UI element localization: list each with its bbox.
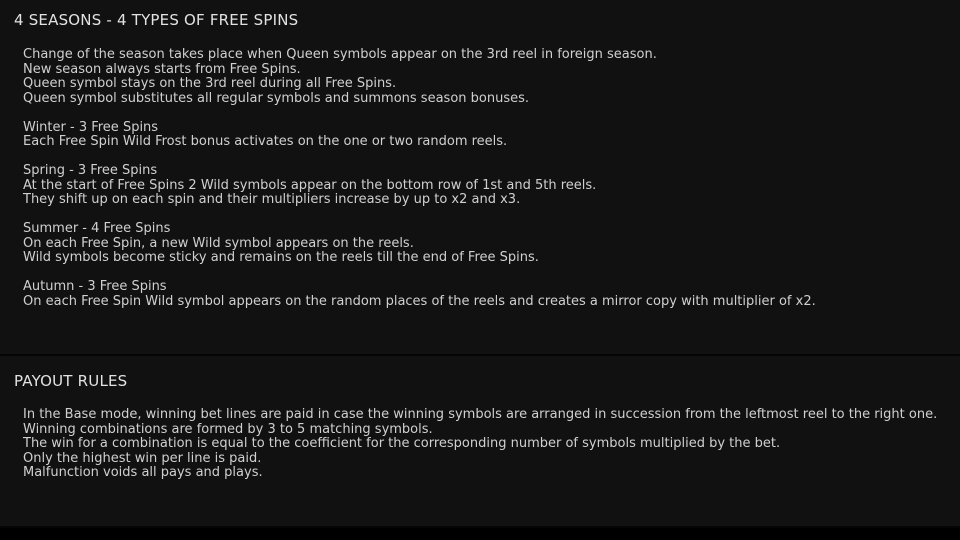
- seasons-intro-line: Queen symbol substitutes all regular symbols and summons season bonuses.: [23, 90, 530, 106]
- section-divider-bottom: [0, 526, 960, 528]
- paragraph-gap: [23, 150, 948, 165]
- payout-line: Malfunction voids all pays and plays.: [23, 465, 263, 480]
- seasons-intro-line: Change of the season takes place when Queen symbols appear on the 3rd reel in foreign season.: [23, 47, 657, 62]
- spring-line: They shift up on each spin and their multipliers increase by up to x2 and x3.: [23, 192, 521, 207]
- summer-heading: Summer - 4 Free Spins: [23, 221, 171, 236]
- paragraph-gap: [23, 208, 948, 223]
- autumn-heading: Autumn - 3 Free Spins: [23, 279, 167, 294]
- autumn-line: On each Free Spin Wild symbol appears on the random places of the reels and creates a mirror copy with multiplier of x2.: [23, 293, 816, 309]
- payout-line: Winning combinations are formed by 3 to 5 matching symbols.: [23, 421, 433, 437]
- winter-line: Each Free Spin Wild Frost bonus activates on the one or two random reels.: [23, 134, 508, 149]
- seasons-title: 4 SEASONS - 4 TYPES OF FREE SPINS: [14, 11, 299, 29]
- spring-line: At the start of Free Spins 2 Wild symbols appear on the bottom row of 1st and 5th reels.: [23, 177, 597, 193]
- payout-title: PAYOUT RULES: [14, 372, 128, 390]
- summer-line: On each Free Spin, a new Wild symbol appears on the reels.: [23, 235, 414, 251]
- payout-line: Only the highest win per line is paid.: [23, 450, 262, 466]
- paragraph-gap: [23, 266, 948, 281]
- spring-heading: Spring - 3 Free Spins: [23, 163, 158, 178]
- seasons-body: [23, 48, 948, 309]
- seasons-intro-line: Queen symbol stays on the 3rd reel during all Free Spins.: [23, 76, 397, 91]
- paragraph-gap: [23, 106, 948, 121]
- payout-line: The win for a combination is equal to the coefficient for the corresponding number of symbols multiplied by the bet.: [23, 436, 781, 451]
- winter-heading: Winter - 3 Free Spins: [23, 119, 159, 135]
- summer-line: Wild symbols become sticky and remains on the reels till the end of Free Spins.: [23, 250, 539, 265]
- seasons-intro-line: New season always starts from Free Spins.: [23, 61, 301, 77]
- payout-body: [23, 408, 948, 481]
- payout-line: In the Base mode, winning bet lines are paid in case the winning symbols are arranged in succession from the leftmost reel to the right one.: [23, 407, 938, 422]
